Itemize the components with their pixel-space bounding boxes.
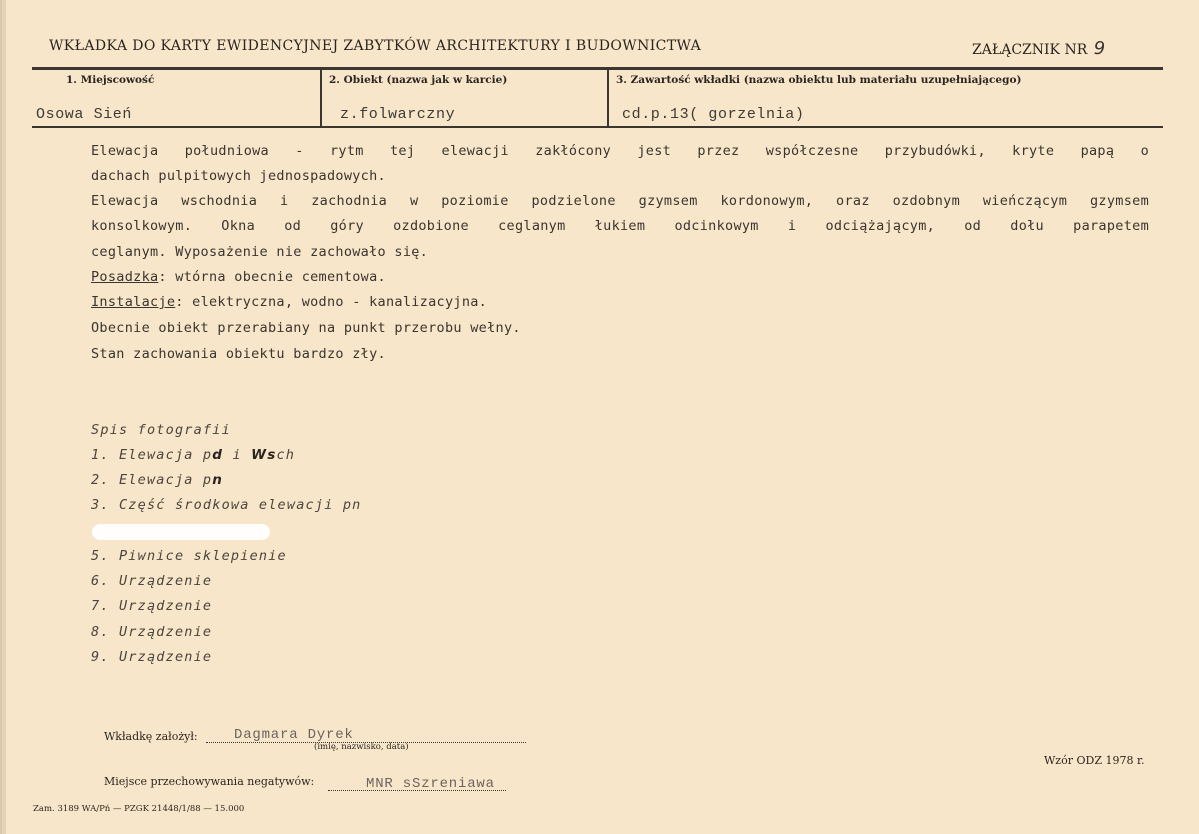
pattern-label: Wzór ODZ 1978 r.: [1044, 754, 1145, 767]
annex-label-text: ZAŁĄCZNIK NR: [972, 42, 1088, 58]
photo-item-1-handwritten-2: Ws: [251, 447, 277, 463]
storage-value: MNR sSzreniawa: [366, 776, 495, 792]
photo-item-1: [91, 447, 295, 463]
photo-item-5: 5. Piwnice sklepienie: [91, 548, 287, 564]
photo-item-7: 7. Urządzenie: [91, 598, 213, 614]
photo-item-2-text: 2. Elewacja p: [91, 472, 213, 488]
storage-label: Miejsce przechowywania negatywów:: [104, 775, 315, 788]
field-label-location: 1. Miejscowość: [66, 74, 155, 86]
photo-item-3: 3. Część środkowa elewacji pn: [91, 497, 362, 513]
founder-value: Dagmara Dyrek: [234, 727, 354, 743]
photo-item-1-mid: i: [223, 447, 252, 463]
body-line-9: Stan zachowania obiektu bardzo zły.: [91, 346, 386, 362]
photo-item-9: 9. Urządzenie: [91, 649, 213, 665]
instalacje-text: : elektryczna, wodno - kanalizacyjna.: [175, 294, 488, 310]
photo-item-8: 8. Urządzenie: [91, 624, 213, 640]
annex-number: 9: [1093, 38, 1106, 59]
field-value-object: z.folwarczny: [340, 106, 456, 123]
field-value-location: Osowa Sień: [36, 106, 133, 123]
photo-item-1-text: 1. Elewacja p: [91, 447, 213, 463]
column-divider-1: [320, 70, 322, 128]
print-order-info: Zam. 3189 WA/Pń — PZGK 21448/1/88 — 15.000: [33, 804, 245, 814]
field-label-object: 2. Obiekt (nazwa jak w karcie): [329, 74, 508, 86]
body-line-instalacje: [91, 294, 1149, 310]
body-line-8: Obecnie obiekt przerabiany na punkt przerobu wełny.: [91, 320, 521, 336]
photo-item-2: [91, 472, 223, 488]
body-line-posadzka: [91, 269, 1149, 285]
photo-item-2-handwritten: n: [212, 472, 224, 488]
header-bottom-rule: [32, 126, 1163, 128]
instalacje-label: Instalacje: [91, 294, 176, 310]
photo-item-1-handwritten-1: d: [212, 447, 224, 463]
column-divider-2: [607, 70, 609, 128]
photo-item-6: 6. Urządzenie: [91, 573, 213, 589]
posadzka-label: Posadzka: [91, 269, 159, 285]
correction-fluid-smudge: [92, 524, 270, 540]
field-value-contents: cd.p.13( gorzelnia): [622, 106, 805, 123]
paper-edge: [2, 0, 6, 834]
body-line-2: dachach pulpitowych jednospadowych.: [91, 168, 386, 184]
founder-hint: (imię, nazwisko, data): [314, 742, 409, 752]
document-title: WKŁADKA DO KARTY EWIDENCYJNEJ ZABYTKÓW ARCHITEKTURY I BUDOWNICTWA: [49, 38, 702, 54]
posadzka-text: : wtórna obecnie cementowa.: [158, 269, 386, 285]
founder-label: Wkładkę założył:: [104, 730, 198, 743]
top-rule: [32, 67, 1163, 70]
body-line-1: Elewacja południowa - rytm tej elewacji zakłócony jest przez współczesne przybudówki, kryte papą o: [91, 143, 1149, 159]
body-line-4: konsolkowym. Okna od góry ozdobione ceglanym łukiem odcinkowym i odciążającym, od dołu parapetem: [91, 218, 1149, 234]
field-label-contents: 3. Zawartość wkładki (nazwa obiektu lub materiału uzupełniającego): [616, 74, 1022, 86]
body-line-5: ceglanym. Wyposażenie nie zachowało się.: [91, 244, 429, 260]
annex-label: [972, 38, 1105, 59]
body-line-3: Elewacja wschodnia i zachodnia w poziomie podzielone gzymsem kordonowym, oraz ozdobnym wieńczącym gzymsem: [91, 193, 1149, 209]
photo-item-1-rest: ch: [276, 447, 296, 463]
photo-list-heading: Spis fotografii: [91, 422, 231, 438]
